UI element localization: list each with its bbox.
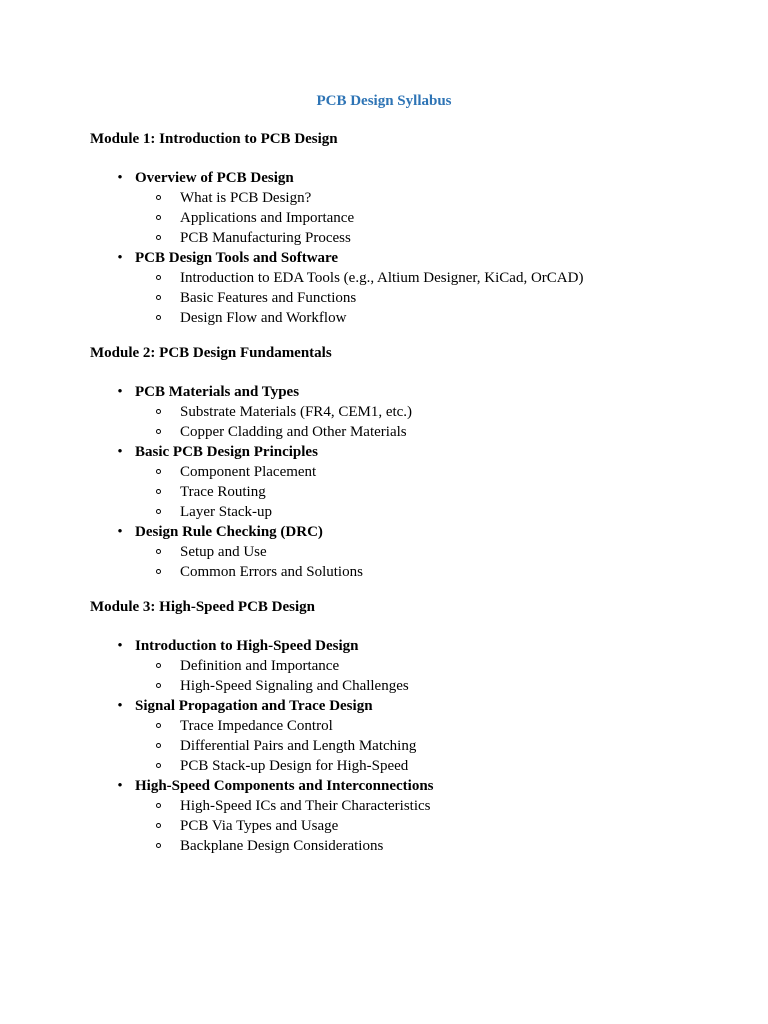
subtopic-list bbox=[90, 268, 678, 328]
subtopic-list bbox=[90, 462, 678, 522]
topic-label: PCB Materials and Types bbox=[135, 384, 300, 400]
circle-bullet-icon bbox=[156, 295, 161, 300]
subtopic-label: Definition and Importance bbox=[180, 658, 340, 674]
circle-bullet-icon bbox=[156, 569, 161, 574]
module-heading: Module 1: Introduction to PCB Design bbox=[90, 131, 338, 147]
module-3 bbox=[90, 598, 678, 856]
topic-item bbox=[90, 248, 678, 328]
bullet-dot-icon: • bbox=[117, 250, 123, 266]
circle-bullet-icon bbox=[156, 743, 161, 748]
circle-bullet-icon bbox=[156, 683, 161, 688]
subtopic-label: Layer Stack-up bbox=[180, 504, 273, 520]
bullet-dot-icon: • bbox=[117, 698, 123, 714]
subtopic-item bbox=[90, 288, 678, 308]
subtopic-item bbox=[90, 676, 678, 696]
subtopic-label: PCB Manufacturing Process bbox=[180, 230, 351, 246]
circle-bullet-icon bbox=[156, 549, 161, 554]
subtopic-label: Copper Cladding and Other Materials bbox=[180, 424, 407, 440]
bullet-dot-icon: • bbox=[117, 444, 123, 460]
topic-line bbox=[90, 248, 678, 268]
topic-label: Introduction to High-Speed Design bbox=[135, 638, 359, 654]
circle-bullet-icon bbox=[156, 509, 161, 514]
module-1 bbox=[90, 130, 678, 328]
subtopic-label: Trace Impedance Control bbox=[180, 718, 333, 734]
subtopic-label: Differential Pairs and Length Matching bbox=[180, 738, 417, 754]
circle-bullet-icon bbox=[156, 429, 161, 434]
subtopic-label: Component Placement bbox=[180, 464, 317, 480]
subtopic-item bbox=[90, 308, 678, 328]
subtopic-item bbox=[90, 188, 678, 208]
circle-bullet-icon bbox=[156, 235, 161, 240]
subtopic-item bbox=[90, 422, 678, 442]
subtopic-list bbox=[90, 716, 678, 776]
subtopic-label: Introduction to EDA Tools (e.g., Altium Designer, KiCad, OrCAD) bbox=[180, 270, 584, 286]
subtopic-label: Common Errors and Solutions bbox=[180, 564, 363, 580]
topic-item bbox=[90, 382, 678, 442]
subtopic-label: Basic Features and Functions bbox=[180, 290, 357, 306]
circle-bullet-icon bbox=[156, 195, 161, 200]
topic-item bbox=[90, 636, 678, 696]
subtopic-item bbox=[90, 562, 678, 582]
circle-bullet-icon bbox=[156, 823, 161, 828]
subtopic-item bbox=[90, 796, 678, 816]
topic-label: Basic PCB Design Principles bbox=[135, 444, 318, 460]
subtopic-label: High-Speed Signaling and Challenges bbox=[180, 678, 409, 694]
circle-bullet-icon bbox=[156, 469, 161, 474]
subtopic-item bbox=[90, 542, 678, 562]
subtopic-item bbox=[90, 816, 678, 836]
subtopic-item bbox=[90, 482, 678, 502]
subtopic-item bbox=[90, 836, 678, 856]
module-heading: Module 3: High-Speed PCB Design bbox=[90, 599, 316, 615]
subtopic-label: Trace Routing bbox=[180, 484, 266, 500]
topic-list bbox=[90, 168, 678, 328]
subtopic-item bbox=[90, 756, 678, 776]
subtopic-item bbox=[90, 462, 678, 482]
topic-line bbox=[90, 636, 678, 656]
circle-bullet-icon bbox=[156, 489, 161, 494]
topic-label: High-Speed Components and Interconnections bbox=[135, 778, 434, 794]
topic-item bbox=[90, 776, 678, 856]
topic-line bbox=[90, 696, 678, 716]
subtopic-item bbox=[90, 716, 678, 736]
subtopic-item bbox=[90, 228, 678, 248]
topic-item bbox=[90, 442, 678, 522]
subtopic-item bbox=[90, 656, 678, 676]
circle-bullet-icon bbox=[156, 315, 161, 320]
bullet-dot-icon: • bbox=[117, 384, 123, 400]
topic-list bbox=[90, 382, 678, 582]
subtopic-label: PCB Via Types and Usage bbox=[180, 818, 339, 834]
subtopic-item bbox=[90, 502, 678, 522]
document-title: PCB Design Syllabus bbox=[316, 93, 452, 109]
topic-line bbox=[90, 168, 678, 188]
topic-line bbox=[90, 382, 678, 402]
circle-bullet-icon bbox=[156, 843, 161, 848]
topic-label: PCB Design Tools and Software bbox=[135, 250, 339, 266]
topic-label: Signal Propagation and Trace Design bbox=[135, 698, 373, 714]
bullet-dot-icon: • bbox=[117, 524, 123, 540]
subtopic-list bbox=[90, 796, 678, 856]
subtopic-list bbox=[90, 402, 678, 442]
subtopic-label: Backplane Design Considerations bbox=[180, 838, 384, 854]
topic-item bbox=[90, 168, 678, 248]
circle-bullet-icon bbox=[156, 763, 161, 768]
topic-label: Overview of PCB Design bbox=[135, 170, 294, 186]
subtopic-list bbox=[90, 188, 678, 248]
circle-bullet-icon bbox=[156, 723, 161, 728]
subtopic-label: Substrate Materials (FR4, CEM1, etc.) bbox=[180, 404, 413, 420]
topic-list bbox=[90, 636, 678, 856]
subtopic-item bbox=[90, 268, 678, 288]
bullet-dot-icon: • bbox=[117, 778, 123, 794]
topic-label: Design Rule Checking (DRC) bbox=[135, 524, 323, 540]
circle-bullet-icon bbox=[156, 275, 161, 280]
subtopic-label: What is PCB Design? bbox=[180, 190, 312, 206]
subtopic-item bbox=[90, 736, 678, 756]
circle-bullet-icon bbox=[156, 803, 161, 808]
bullet-dot-icon: • bbox=[117, 638, 123, 654]
circle-bullet-icon bbox=[156, 215, 161, 220]
topic-line bbox=[90, 522, 678, 542]
topic-line bbox=[90, 442, 678, 462]
subtopic-label: PCB Stack-up Design for High-Speed bbox=[180, 758, 409, 774]
subtopic-item bbox=[90, 208, 678, 228]
bullet-dot-icon: • bbox=[117, 170, 123, 186]
subtopic-list bbox=[90, 656, 678, 696]
topic-item bbox=[90, 696, 678, 776]
subtopic-label: High-Speed ICs and Their Characteristics bbox=[180, 798, 431, 814]
subtopic-label: Applications and Importance bbox=[180, 210, 355, 226]
circle-bullet-icon bbox=[156, 409, 161, 414]
subtopic-list bbox=[90, 542, 678, 582]
subtopic-item bbox=[90, 402, 678, 422]
subtopic-label: Setup and Use bbox=[180, 544, 267, 560]
module-2 bbox=[90, 344, 678, 582]
subtopic-label: Design Flow and Workflow bbox=[180, 310, 347, 326]
topic-line bbox=[90, 776, 678, 796]
topic-item bbox=[90, 522, 678, 582]
module-heading: Module 2: PCB Design Fundamentals bbox=[90, 345, 332, 361]
circle-bullet-icon bbox=[156, 663, 161, 668]
